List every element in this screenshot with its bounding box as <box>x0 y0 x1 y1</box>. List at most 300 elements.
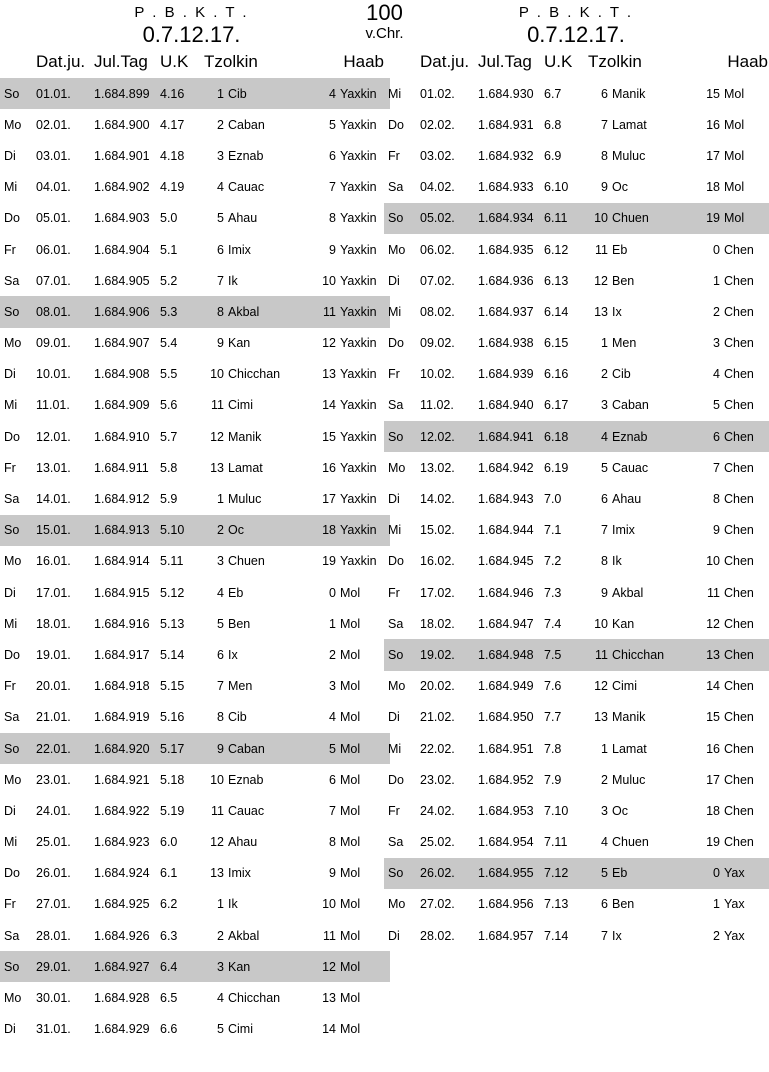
cell-tzolkin: 2 Akbal <box>217 928 260 943</box>
cell-tzolkin: 5 Cimi <box>217 1022 253 1037</box>
cell-weekday: So <box>384 858 420 889</box>
col-header-uk-left: U.K <box>160 52 189 71</box>
cell-uk: 7.14 <box>544 928 569 943</box>
cell-uk: 5.11 <box>160 554 184 569</box>
cell-haab: 9 Yaxkin <box>329 242 377 257</box>
cell-uk: 5.13 <box>160 616 185 631</box>
cell-haab: 17 Yaxkin <box>322 492 377 507</box>
cell-uk: 6.10 <box>544 180 569 195</box>
cell-weekday: Sa <box>4 928 20 943</box>
cell-julian-day: 1.684.953 <box>478 803 534 818</box>
cell-date: 17.01. <box>36 585 71 600</box>
cell-weekday: Mo <box>388 460 406 475</box>
cell-date: 02.02. <box>420 117 455 132</box>
cell-haab: 16 Mol <box>706 117 745 132</box>
cell-uk: 6.5 <box>160 991 178 1006</box>
cell-uk: 6.11 <box>544 203 588 234</box>
cell-haab: 8 Yaxkin <box>329 211 377 226</box>
cell-haab: 1 Chen <box>713 273 754 288</box>
cell-date: 23.01. <box>36 772 71 787</box>
col-header-jultag-left: Jul.Tag <box>94 52 148 71</box>
cell-tzolkin: 4 Chuen <box>601 835 649 850</box>
cell-haab: 16 Chen <box>706 741 754 756</box>
cell-haab: 7 Yaxkin <box>329 180 377 195</box>
cell-julian-day: 1.684.943 <box>478 492 534 507</box>
cell-julian-day: 1.684.927 <box>94 951 160 982</box>
table-row <box>0 951 390 982</box>
cell-date: 24.02. <box>420 803 455 818</box>
cell-tzolkin: 5 Ahau <box>217 211 258 226</box>
cell-julian-day: 1.684.903 <box>94 211 150 226</box>
cell-uk: 7.13 <box>544 897 569 912</box>
col-header-tzolkin-left: Tzolkin <box>204 52 258 71</box>
table-row <box>384 109 769 140</box>
cell-date: 19.02. <box>420 639 478 670</box>
right-table-wrapper <box>384 50 769 1045</box>
col-header-haab-right: Haab <box>727 52 768 71</box>
cell-weekday: Fr <box>388 367 400 382</box>
cell-uk: 6.15 <box>544 336 569 351</box>
cell-haab: 6 Chen <box>692 421 769 452</box>
cell-haab: 13 Chen <box>692 639 769 670</box>
cell-tzolkin: 1 Lamat <box>601 741 647 756</box>
table-row <box>0 639 390 670</box>
table-row <box>384 671 769 702</box>
table-row <box>384 203 769 234</box>
cell-haab: 4 Chen <box>713 367 754 382</box>
cell-uk: 7.3 <box>544 585 562 600</box>
cell-tzolkin: 6 Manik <box>601 86 646 101</box>
cell-julian-day: 1.684.949 <box>478 679 534 694</box>
cell-julian-day: 1.684.921 <box>94 772 150 787</box>
cell-uk: 5.0 <box>160 211 178 226</box>
cell-weekday: So <box>0 515 36 546</box>
table-row <box>0 421 390 452</box>
cell-uk: 7.2 <box>544 554 562 569</box>
table-row <box>0 920 390 951</box>
table-row <box>384 577 769 608</box>
cell-weekday: Mo <box>4 991 22 1006</box>
cell-julian-day: 1.684.956 <box>478 897 534 912</box>
table-row <box>0 764 390 795</box>
cell-haab: 18 Mol <box>706 180 745 195</box>
cell-julian-day: 1.684.901 <box>94 148 150 163</box>
cell-weekday: So <box>0 733 36 764</box>
cell-weekday: Mi <box>388 523 402 538</box>
cell-date: 10.02. <box>420 367 455 382</box>
cell-haab: 14 Mol <box>322 1022 361 1037</box>
cell-haab: 19 Mol <box>692 203 769 234</box>
cell-weekday: So <box>384 203 420 234</box>
table-row <box>0 671 390 702</box>
cell-haab: 15 Yaxkin <box>322 429 377 444</box>
cell-tzolkin: 11 Cimi <box>211 398 253 413</box>
cell-date: 03.01. <box>36 148 71 163</box>
cell-tzolkin: 2 Caban <box>217 117 265 132</box>
year-number: 100 <box>366 0 403 25</box>
table-row <box>384 608 769 639</box>
cell-tzolkin: 2 Oc <box>204 515 308 546</box>
page-header <box>0 0 769 50</box>
cell-tzolkin: 10 Chicchan <box>210 367 281 382</box>
cell-uk: 6.17 <box>544 398 569 413</box>
cell-tzolkin: 5 Eb <box>588 858 692 889</box>
cell-tzolkin: 7 Lamat <box>601 117 647 132</box>
cell-julian-day: 1.684.909 <box>94 398 150 413</box>
cell-date: 05.02. <box>420 203 478 234</box>
left-table-body <box>0 78 390 1045</box>
cell-uk: 5.17 <box>160 733 204 764</box>
table-row <box>384 827 769 858</box>
table-row <box>0 608 390 639</box>
table-row <box>0 109 390 140</box>
cell-weekday: Mi <box>388 741 402 756</box>
cell-julian-day: 1.684.932 <box>478 148 534 163</box>
cell-haab: 2 Chen <box>713 304 754 319</box>
cell-date: 30.01. <box>36 991 71 1006</box>
header-right-pbkt: P . B . K . T . <box>518 4 634 21</box>
table-row <box>384 920 769 951</box>
cell-uk: 7.11 <box>544 835 568 850</box>
cell-haab: 2 Yax <box>713 928 745 943</box>
table-row <box>0 546 390 577</box>
cell-julian-day: 1.684.915 <box>94 585 150 600</box>
cell-haab: 9 Chen <box>713 523 754 538</box>
table-row <box>384 639 769 670</box>
year-era: v.Chr. <box>365 25 404 42</box>
table-row <box>0 296 390 327</box>
cell-date: 31.01. <box>36 1022 71 1037</box>
cell-haab: 13 Yaxkin <box>322 367 377 382</box>
cell-weekday: Do <box>4 647 20 662</box>
cell-weekday: Mo <box>388 897 406 912</box>
cell-weekday: Sa <box>4 273 20 288</box>
left-header-row <box>0 50 390 78</box>
cell-haab: 5 Yaxkin <box>329 117 377 132</box>
cell-uk: 4.18 <box>160 148 185 163</box>
cell-julian-day: 1.684.954 <box>478 835 534 850</box>
cell-date: 22.01. <box>36 733 94 764</box>
cell-julian-day: 1.684.917 <box>94 647 150 662</box>
cell-date: 06.01. <box>36 242 71 257</box>
cell-date: 12.01. <box>36 429 71 444</box>
cell-date: 08.01. <box>36 296 94 327</box>
cell-uk: 6.12 <box>544 242 569 257</box>
cell-weekday: Do <box>388 772 404 787</box>
table-row <box>384 546 769 577</box>
cell-haab: 11 Yaxkin <box>308 296 390 327</box>
table-row <box>384 140 769 171</box>
cell-tzolkin: 12 Cimi <box>594 679 637 694</box>
cell-tzolkin: 4 Eb <box>217 585 244 600</box>
cell-haab: 19 Yaxkin <box>322 554 377 569</box>
cell-weekday: Do <box>4 429 20 444</box>
table-row <box>0 982 390 1013</box>
cell-julian-day: 1.684.925 <box>94 897 150 912</box>
cell-weekday: Di <box>4 585 16 600</box>
cell-tzolkin: 11 Chicchan <box>588 639 692 670</box>
cell-weekday: Mo <box>4 554 22 569</box>
cell-date: 01.01. <box>36 78 94 109</box>
cell-haab: 19 Chen <box>706 835 754 850</box>
cell-date: 05.01. <box>36 211 71 226</box>
cell-uk: 5.16 <box>160 710 185 725</box>
table-row <box>384 483 769 514</box>
cell-tzolkin: 7 Men <box>217 679 253 694</box>
cell-weekday: Do <box>388 336 404 351</box>
cell-date: 01.02. <box>420 86 455 101</box>
cell-julian-day: 1.684.916 <box>94 616 150 631</box>
cell-haab: 9 Mol <box>329 866 361 881</box>
cell-tzolkin: 4 Cauac <box>217 180 265 195</box>
cell-date: 17.02. <box>420 585 455 600</box>
cell-tzolkin: 2 Muluc <box>601 772 646 787</box>
cell-haab: 10 Yaxkin <box>322 273 377 288</box>
cell-weekday: Mi <box>4 616 18 631</box>
cell-haab: 17 Chen <box>706 772 754 787</box>
cell-tzolkin: 8 Cib <box>217 710 247 725</box>
left-table-head <box>0 50 390 78</box>
cell-tzolkin: 1 Cib <box>204 78 308 109</box>
cell-julian-day: 1.684.913 <box>94 515 160 546</box>
cell-weekday: So <box>384 421 420 452</box>
cell-weekday: Fr <box>4 679 16 694</box>
cell-julian-day: 1.684.934 <box>478 203 544 234</box>
right-table-head <box>384 50 769 78</box>
cell-date: 19.01. <box>36 647 71 662</box>
cell-julian-day: 1.684.936 <box>478 273 534 288</box>
cell-weekday: Sa <box>388 180 404 195</box>
col-header-datju-right: Dat.ju. <box>420 52 470 71</box>
cell-uk: 6.9 <box>544 148 562 163</box>
cell-julian-day: 1.684.900 <box>94 117 150 132</box>
table-row <box>0 452 390 483</box>
table-row <box>384 733 769 764</box>
cell-tzolkin: 9 Caban <box>204 733 308 764</box>
cell-weekday: Di <box>388 928 400 943</box>
cell-julian-day: 1.684.933 <box>478 180 534 195</box>
cell-weekday: Sa <box>388 835 404 850</box>
cell-weekday: Sa <box>388 398 404 413</box>
cell-tzolkin: 12 Manik <box>210 429 262 444</box>
cell-date: 15.01. <box>36 515 94 546</box>
cell-weekday: Mo <box>388 679 406 694</box>
col-header-datju-left: Dat.ju. <box>36 52 86 71</box>
cell-julian-day: 1.684.906 <box>94 296 160 327</box>
cell-date: 20.02. <box>420 679 455 694</box>
cell-tzolkin: 3 Eznab <box>217 148 264 163</box>
cell-date: 24.01. <box>36 803 71 818</box>
table-row <box>384 390 769 421</box>
cell-uk: 6.13 <box>544 273 569 288</box>
cell-weekday: So <box>0 296 36 327</box>
table-row <box>384 234 769 265</box>
cell-julian-day: 1.684.928 <box>94 991 150 1006</box>
table-row <box>0 795 390 826</box>
cell-uk: 5.4 <box>160 336 178 351</box>
cell-weekday: Mi <box>388 86 402 101</box>
cell-haab: 18 Yaxkin <box>308 515 390 546</box>
cell-date: 27.01. <box>36 897 71 912</box>
cell-date: 04.02. <box>420 180 455 195</box>
cell-date: 25.02. <box>420 835 455 850</box>
table-row <box>0 889 390 920</box>
cell-uk: 6.14 <box>544 304 569 319</box>
cell-julian-day: 1.684.945 <box>478 554 534 569</box>
left-table-wrapper <box>0 50 384 1045</box>
cell-date: 27.02. <box>420 897 455 912</box>
cell-julian-day: 1.684.926 <box>94 928 150 943</box>
cell-weekday: Mo <box>4 117 22 132</box>
cell-haab: 10 Mol <box>322 897 361 912</box>
cell-date: 09.02. <box>420 336 455 351</box>
cell-tzolkin: 2 Cib <box>601 367 631 382</box>
table-row <box>384 702 769 733</box>
cell-haab: 11 Chen <box>707 585 754 600</box>
cell-date: 29.01. <box>36 951 94 982</box>
table-row <box>0 203 390 234</box>
cell-weekday: Mi <box>4 835 18 850</box>
cell-weekday: Mi <box>388 304 402 319</box>
cell-date: 28.01. <box>36 928 71 943</box>
cell-date: 11.02. <box>420 398 454 413</box>
cell-uk: 7.9 <box>544 772 562 787</box>
cell-julian-day: 1.684.922 <box>94 803 150 818</box>
cell-haab: 6 Yaxkin <box>329 148 377 163</box>
cell-uk: 5.10 <box>160 515 204 546</box>
cell-haab: 5 Mol <box>308 733 390 764</box>
table-row <box>384 265 769 296</box>
cell-tzolkin: 8 Muluc <box>601 148 646 163</box>
table-row <box>384 764 769 795</box>
cell-date: 25.01. <box>36 835 71 850</box>
cell-weekday: Do <box>4 211 20 226</box>
cell-tzolkin: 9 Kan <box>217 336 251 351</box>
cell-julian-day: 1.684.899 <box>94 78 160 109</box>
cell-tzolkin: 10 Eznab <box>210 772 264 787</box>
right-header-row <box>384 50 769 78</box>
cell-tzolkin: 13 Ix <box>594 304 622 319</box>
cell-haab: 1 Yax <box>713 897 745 912</box>
cell-julian-day: 1.684.957 <box>478 928 534 943</box>
table-row <box>0 265 390 296</box>
cell-haab: 11 Mol <box>323 928 361 943</box>
col-header-weekday <box>0 50 36 78</box>
table-row <box>0 390 390 421</box>
cell-julian-day: 1.684.937 <box>478 304 534 319</box>
cell-uk: 6.16 <box>544 367 569 382</box>
table-row <box>384 328 769 359</box>
cell-haab: 16 Yaxkin <box>322 460 377 475</box>
cell-julian-day: 1.684.929 <box>94 1022 150 1037</box>
cell-julian-day: 1.684.924 <box>94 866 150 881</box>
cell-julian-day: 1.684.902 <box>94 180 150 195</box>
table-row <box>384 889 769 920</box>
cell-julian-day: 1.684.905 <box>94 273 150 288</box>
table-row <box>0 858 390 889</box>
cell-date: 07.02. <box>420 273 455 288</box>
cell-tzolkin: 6 Ben <box>601 897 635 912</box>
table-row <box>0 140 390 171</box>
table-row <box>0 78 390 109</box>
right-calendar-table <box>384 50 769 951</box>
cell-tzolkin: 9 Akbal <box>601 585 644 600</box>
cell-weekday: Di <box>4 148 16 163</box>
cell-weekday: Mi <box>4 180 18 195</box>
header-right-longcount: 0.7.12.17. <box>527 22 625 47</box>
header-left-longcount: 0.7.12.17. <box>142 22 241 47</box>
cell-uk: 5.12 <box>160 585 185 600</box>
cell-weekday: Di <box>388 492 400 507</box>
cell-date: 23.02. <box>420 772 455 787</box>
cell-haab: 8 Chen <box>713 492 754 507</box>
cell-haab: 0 Mol <box>329 585 361 600</box>
cell-julian-day: 1.684.941 <box>478 421 544 452</box>
cell-tzolkin: 5 Cauac <box>601 460 649 475</box>
table-row <box>384 296 769 327</box>
cell-julian-day: 1.684.923 <box>94 835 150 850</box>
cell-date: 18.01. <box>36 616 71 631</box>
cell-tzolkin: 13 Manik <box>594 710 646 725</box>
table-row <box>384 78 769 109</box>
table-row <box>384 858 769 889</box>
table-row <box>0 577 390 608</box>
cell-haab: 6 Mol <box>329 772 361 787</box>
cell-haab: 2 Mol <box>329 647 361 662</box>
cell-tzolkin: 1 Ik <box>217 897 238 912</box>
cell-haab: 5 Chen <box>713 398 754 413</box>
cell-uk: 6.3 <box>160 928 178 943</box>
cell-julian-day: 1.684.930 <box>478 86 534 101</box>
cell-uk: 5.3 <box>160 296 204 327</box>
cell-uk: 4.16 <box>160 78 204 109</box>
cell-tzolkin: 13 Imix <box>210 866 251 881</box>
cell-haab: 0 Chen <box>713 242 754 257</box>
cell-tzolkin: 9 Oc <box>601 180 628 195</box>
cell-tzolkin: 7 Ix <box>601 928 622 943</box>
cell-uk: 7.12 <box>544 858 588 889</box>
cell-tzolkin: 1 Muluc <box>217 492 262 507</box>
cell-weekday: Do <box>388 554 404 569</box>
cell-uk: 6.4 <box>160 951 204 982</box>
cell-weekday: Mo <box>4 772 22 787</box>
col-header-weekday-right <box>384 50 420 78</box>
cell-tzolkin: 3 Chuen <box>217 554 265 569</box>
cell-weekday: Fr <box>4 897 16 912</box>
cell-weekday: Di <box>4 803 16 818</box>
col-header-tzolkin-right: Tzolkin <box>588 52 642 71</box>
cell-date: 13.02. <box>420 460 455 475</box>
cell-date: 04.01. <box>36 180 71 195</box>
cell-julian-day: 1.684.919 <box>94 710 150 725</box>
table-row <box>0 827 390 858</box>
left-calendar-table <box>0 50 390 1045</box>
cell-weekday: Mi <box>4 398 18 413</box>
cell-date: 06.02. <box>420 242 455 257</box>
cell-haab: 3 Chen <box>713 336 754 351</box>
cell-uk: 6.8 <box>544 117 562 132</box>
cell-date: 21.01. <box>36 710 71 725</box>
cell-tzolkin: 8 Akbal <box>204 296 308 327</box>
cell-julian-day: 1.684.912 <box>94 492 150 507</box>
cell-uk: 6.6 <box>160 1022 178 1037</box>
cell-date: 07.01. <box>36 273 71 288</box>
cell-uk: 7.5 <box>544 639 588 670</box>
cell-julian-day: 1.684.948 <box>478 639 544 670</box>
cell-haab: 15 Mol <box>706 86 745 101</box>
table-row <box>0 483 390 514</box>
cell-haab: 15 Chen <box>706 710 754 725</box>
